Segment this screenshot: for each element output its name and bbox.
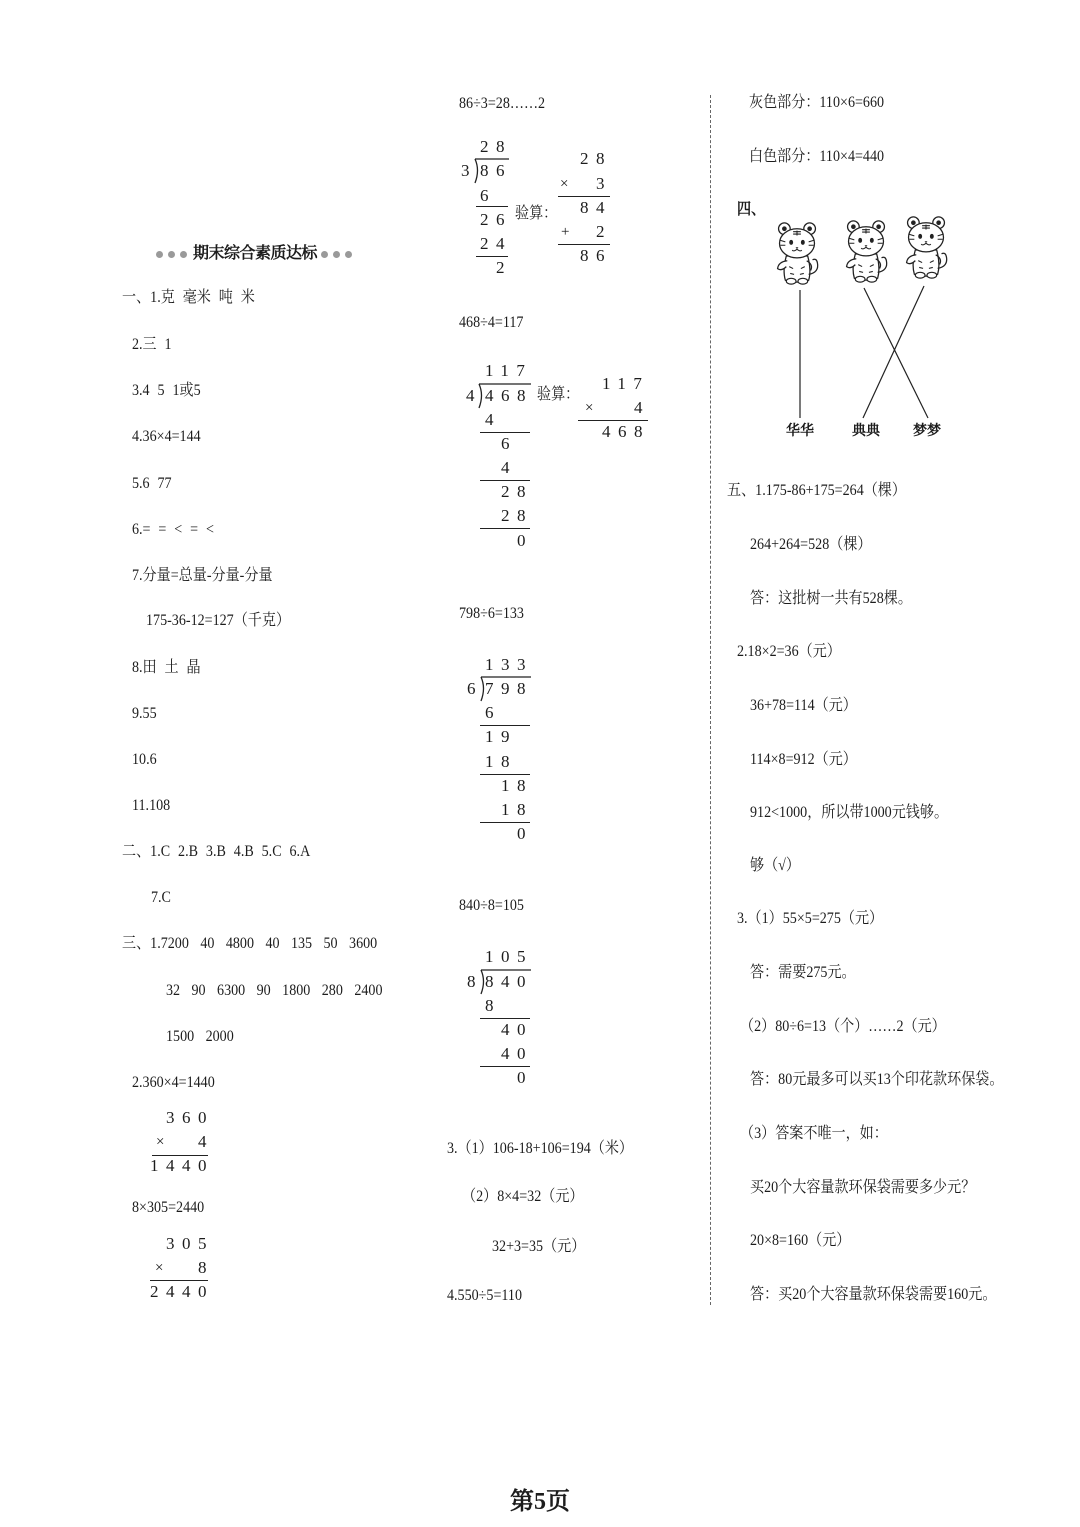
- answer-line: 11.108: [132, 797, 171, 814]
- answer-line: 3.（1）106-18+106=194（米）: [447, 1140, 634, 1157]
- division-remainder: 0: [517, 531, 533, 550]
- division-rule: [480, 432, 530, 433]
- check-result: 86: [580, 246, 612, 265]
- answer-line: 912<1000，所以带1000元钱够。: [750, 804, 949, 821]
- division-rule: [480, 774, 530, 775]
- check-operator: ×: [560, 176, 569, 192]
- check-operator: +: [561, 224, 570, 240]
- division-step: 18: [485, 752, 517, 771]
- division-step: 26: [480, 210, 512, 229]
- check-label: 验算：: [515, 205, 558, 222]
- answer-line: 3.4 5 1或5: [132, 382, 201, 399]
- calc-product: 1440: [150, 1156, 214, 1175]
- title-dot: [180, 251, 187, 258]
- match-name: 梦梦: [913, 424, 941, 439]
- division-step: 6: [480, 186, 496, 205]
- answer-line: 买20个大容量款环保袋需要多少元？: [750, 1179, 976, 1196]
- division-equation: 840÷8=105: [459, 897, 524, 914]
- division-divisor: 3: [461, 161, 477, 180]
- answer-line: 答：买20个大容量款环保袋需要160元。: [750, 1286, 997, 1303]
- check-multiplier: 3: [596, 174, 612, 193]
- calc-multiplier: 4: [198, 1132, 214, 1151]
- answer-line: 6.= = < = <: [132, 521, 214, 538]
- check-factor: 117: [602, 374, 650, 393]
- check-product: 468: [602, 422, 650, 441]
- division-quotient: 117: [485, 361, 533, 380]
- answer-line: 灰色部分：110×6=660: [749, 94, 885, 111]
- tiger-illustration-3: [907, 217, 947, 278]
- answer-line: 答：需要275元。: [750, 964, 856, 981]
- division-rule: [480, 480, 530, 481]
- answer-line: 264+264=528（棵）: [750, 536, 872, 553]
- calc-multiplier: 8: [198, 1258, 214, 1277]
- division-dividend: 468: [485, 386, 533, 405]
- answer-line: 9.55: [132, 705, 157, 722]
- check-rule: [558, 244, 610, 245]
- division-step: 6: [501, 434, 517, 453]
- division-divisor: 8: [467, 972, 483, 991]
- division-step: 18: [501, 800, 533, 819]
- answer-line: （3）答案不唯一，如：: [740, 1125, 888, 1142]
- match-name: 典典: [852, 424, 880, 439]
- calc-factor: 360: [166, 1108, 214, 1127]
- answer-line: 3.（1）55×5=275（元）: [737, 910, 884, 927]
- division-quotient: 28: [480, 137, 512, 156]
- title-dot: [333, 251, 340, 258]
- match-line-2: [864, 288, 928, 418]
- title-dot: [321, 251, 328, 258]
- division-rule: [480, 725, 530, 726]
- division-step: 8: [485, 996, 501, 1015]
- answer-line: 32 90 6300 90 1800 280 2400: [166, 982, 383, 999]
- division-step: 40: [501, 1020, 533, 1039]
- division-remainder: 2: [496, 258, 512, 277]
- tiger-illustration-2: [847, 221, 887, 282]
- column-divider: [710, 95, 711, 1305]
- division-step: 19: [485, 727, 517, 746]
- division-step: 18: [501, 776, 533, 795]
- answer-line: 一、1.克 毫米 吨 米: [122, 289, 255, 306]
- answer-line: 1500 2000: [166, 1028, 234, 1045]
- division-dividend: 840: [485, 972, 533, 991]
- tiger-illustration-1: [778, 223, 818, 284]
- answer-line: 白色部分：110×4=440: [749, 148, 885, 165]
- division-quotient: 105: [485, 947, 533, 966]
- answer-line: 8×305=2440: [132, 1199, 205, 1216]
- answer-line: 五、1.175-86+175=264（棵）: [727, 482, 906, 499]
- division-rule: [480, 1018, 530, 1019]
- answer-line: 114×8=912（元）: [750, 751, 857, 768]
- answer-line: 10.6: [132, 751, 157, 768]
- division-dividend: 798: [485, 679, 533, 698]
- check-operator: ×: [585, 400, 594, 416]
- division-step: 6: [485, 703, 501, 722]
- check-product: 84: [580, 198, 612, 217]
- calc-rule: [150, 1280, 208, 1281]
- calc-operator: ×: [155, 1260, 164, 1276]
- division-divisor: 4: [466, 386, 482, 405]
- division-step: 4: [485, 410, 501, 429]
- division-step: 28: [501, 506, 533, 525]
- title-dot: [345, 251, 352, 258]
- answer-line: 8.田 土 晶: [132, 659, 201, 676]
- tiger-matching-figure: [760, 210, 960, 422]
- division-step: 40: [501, 1044, 533, 1063]
- check-rule: [578, 420, 648, 421]
- answer-line: （2）8×4=32（元）: [462, 1188, 584, 1205]
- division-remainder: 0: [517, 1068, 533, 1087]
- division-equation: 86÷3=28……2: [459, 95, 546, 112]
- division-dividend: 86: [480, 161, 512, 180]
- calc-factor: 305: [166, 1234, 214, 1253]
- division-step: 4: [501, 458, 517, 477]
- division-quotient: 133: [485, 655, 533, 674]
- section-label: 四、: [737, 201, 766, 218]
- answer-line: 7.C: [151, 889, 171, 906]
- answer-line: 4.550÷5=110: [447, 1287, 522, 1304]
- division-remainder: 0: [517, 824, 533, 843]
- division-rule: [476, 256, 508, 257]
- answer-line: 答：这批树一共有528棵。: [750, 590, 912, 607]
- section-title: 期末综合素质达标: [193, 245, 318, 262]
- answer-line: 2.360×4=1440: [132, 1074, 215, 1091]
- title-dot: [156, 251, 163, 258]
- division-rule: [476, 206, 508, 207]
- answer-line: 够（√）: [750, 857, 800, 874]
- calc-product: 2440: [150, 1282, 214, 1301]
- answer-line: 2.18×2=36（元）: [737, 643, 841, 660]
- check-rule: [558, 196, 610, 197]
- page-number: 第5页: [510, 1489, 570, 1515]
- answer-line: 36+78=114（元）: [750, 697, 857, 714]
- division-equation: 468÷4=117: [459, 314, 524, 331]
- division-divisor: 6: [467, 679, 483, 698]
- answer-line: 三、1.7200 40 4800 40 135 50 3600: [122, 935, 378, 952]
- check-multiplier: 4: [634, 398, 650, 417]
- answer-line: 7.分量=总量-分量-分量: [132, 567, 273, 584]
- answer-line: 32+3=35（元）: [492, 1238, 586, 1255]
- answer-line: 2.三 1: [132, 336, 172, 353]
- answer-line: 4.36×4=144: [132, 428, 201, 445]
- check-remainder: 2: [596, 222, 612, 241]
- division-step: 24: [480, 234, 512, 253]
- match-name: 华华: [786, 424, 814, 439]
- division-step: 28: [501, 482, 533, 501]
- answer-line: 二、1.C 2.B 3.B 4.B 5.C 6.A: [122, 843, 311, 860]
- answer-line: 20×8=160（元）: [750, 1232, 851, 1249]
- answer-line: 答：80元最多可以买13个印花款环保袋。: [750, 1071, 1004, 1088]
- division-equation: 798÷6=133: [459, 605, 524, 622]
- division-rule: [480, 1066, 530, 1067]
- division-rule: [480, 822, 530, 823]
- answer-line: （2）80÷6=13（个）……2（元）: [740, 1018, 946, 1035]
- check-label: 验算：: [537, 386, 580, 403]
- division-rule: [480, 528, 530, 529]
- check-factor: 28: [580, 149, 612, 168]
- answer-line: 5.6 77: [132, 475, 172, 492]
- calc-operator: ×: [156, 1134, 165, 1150]
- title-dot: [168, 251, 175, 258]
- answer-line: 175-36-12=127（千克）: [146, 612, 291, 629]
